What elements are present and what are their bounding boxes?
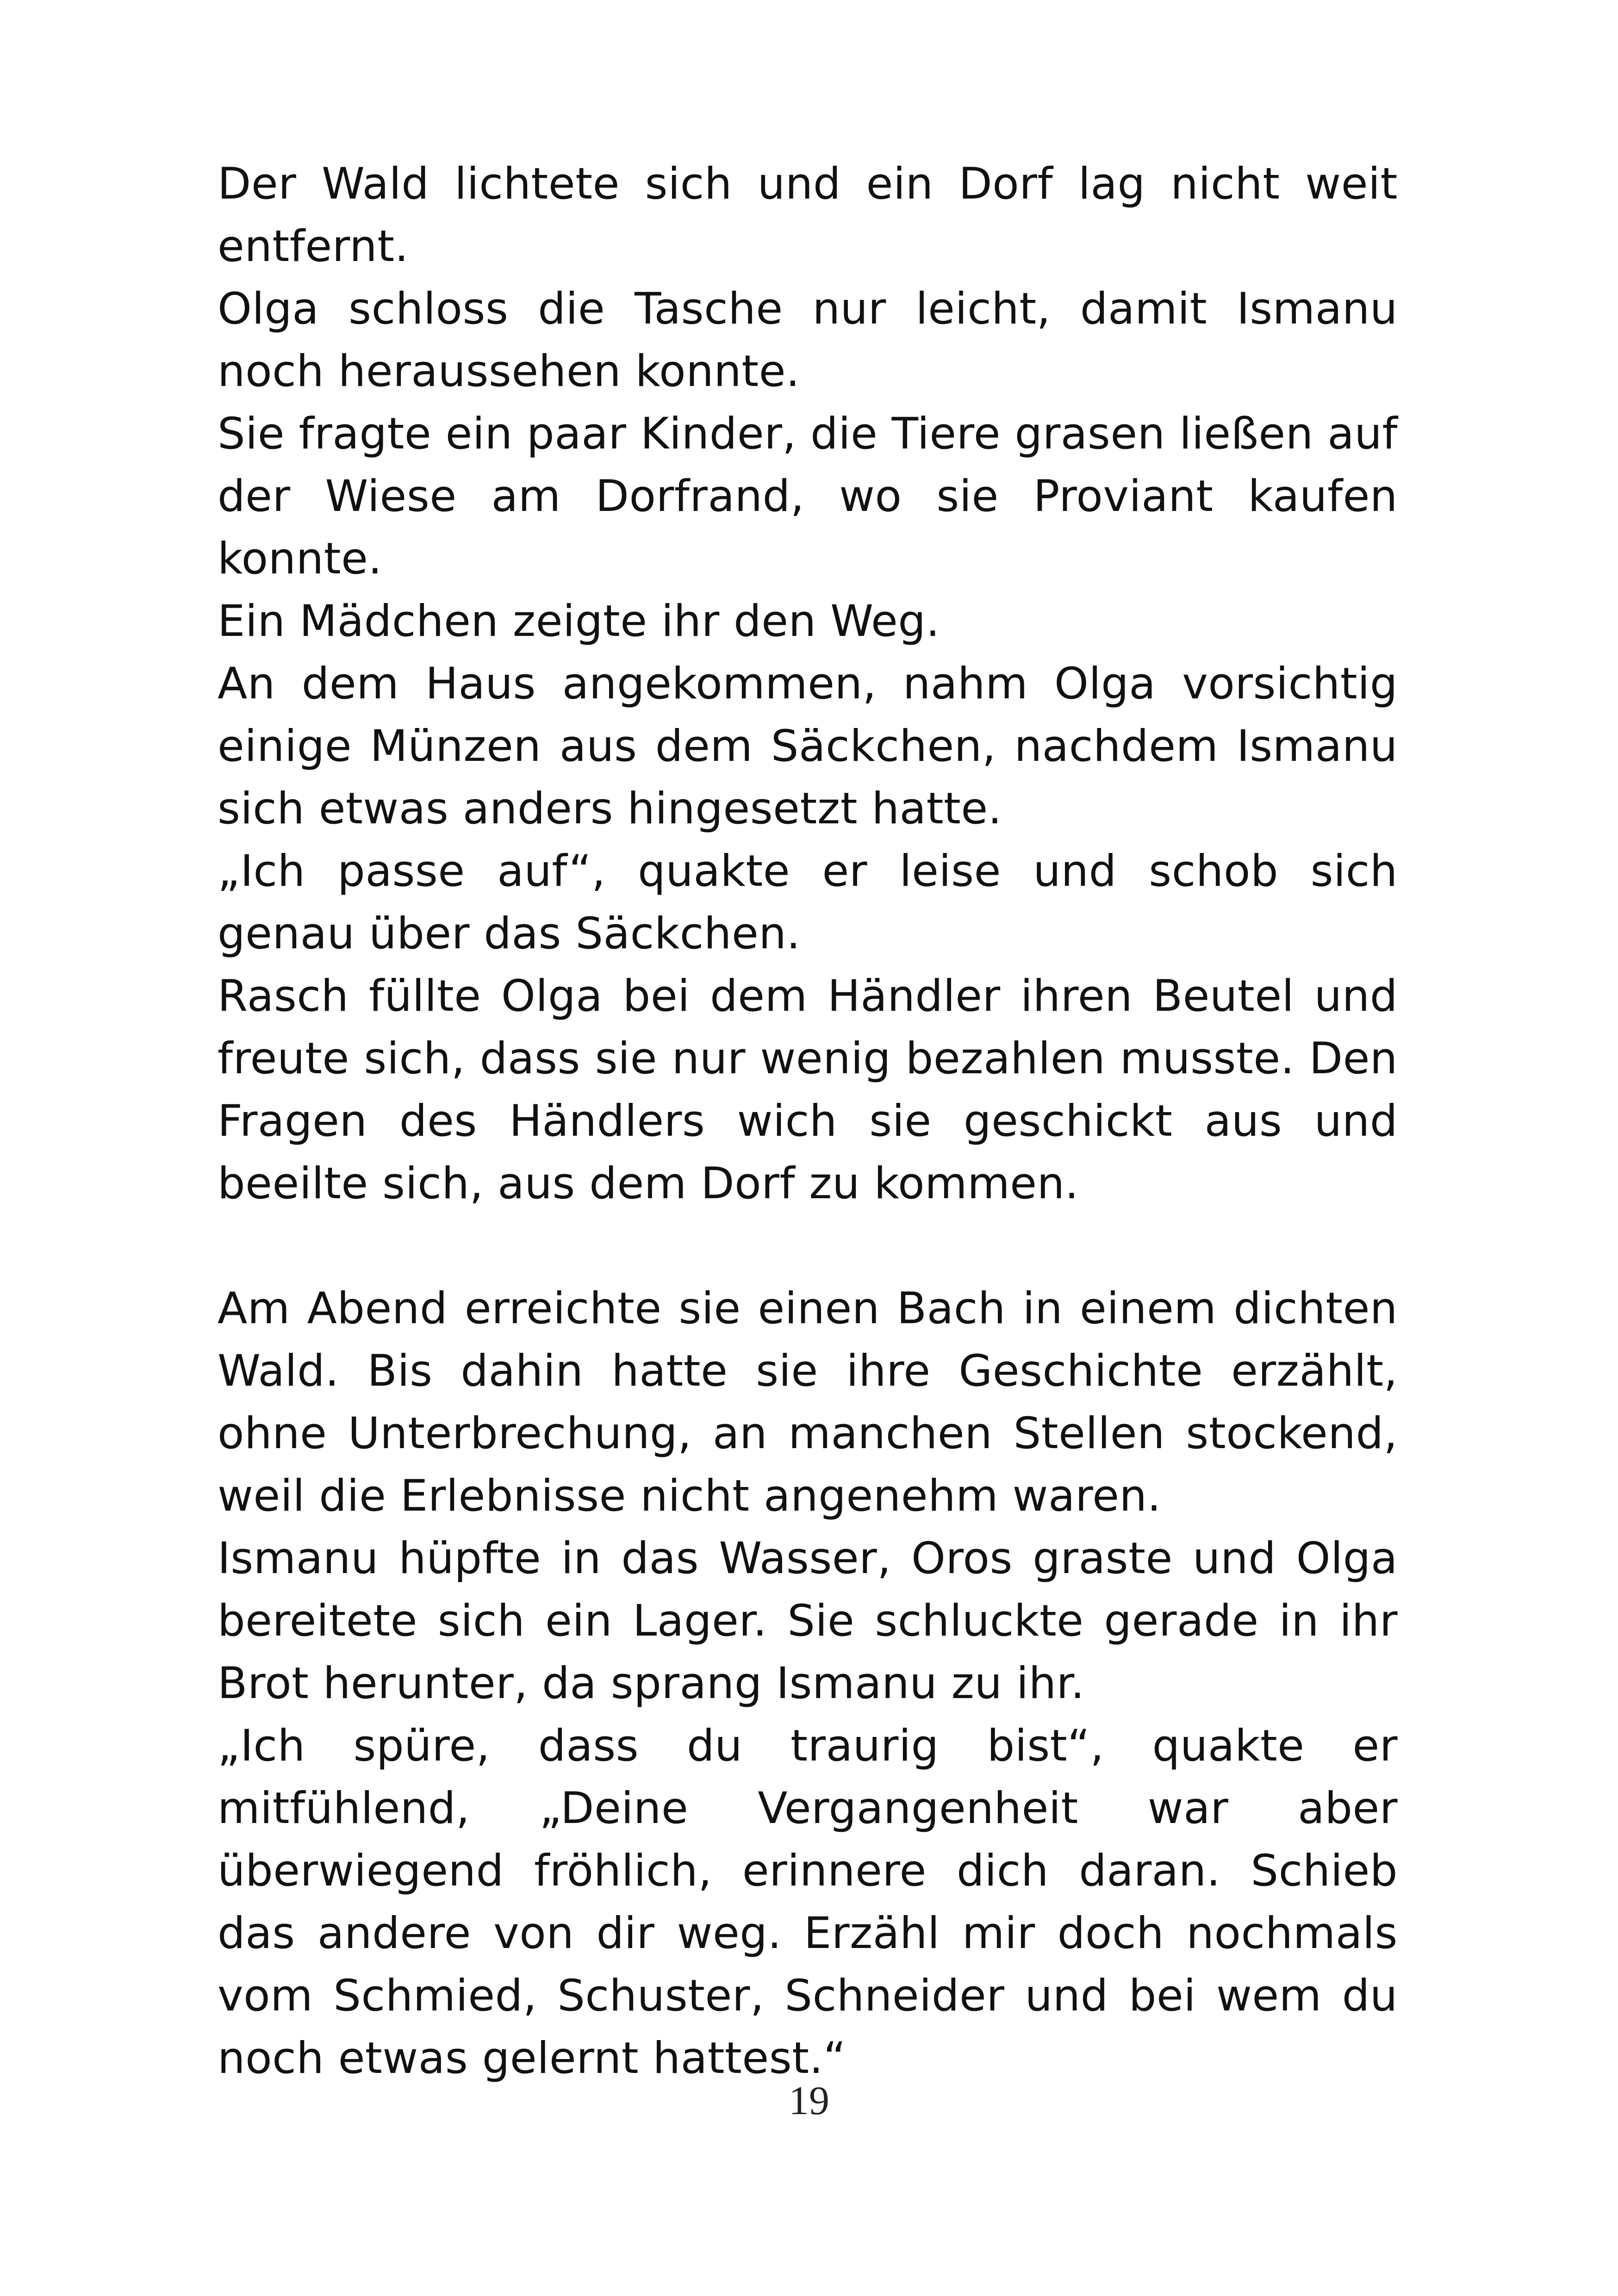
body-text — [218, 153, 1398, 2090]
page-number: 19 — [789, 2078, 829, 2123]
section-break — [218, 1215, 1398, 1277]
paragraph: Ismanu hüpfte in das Wasser, Oros graste und Olga bereitete sich ein Lager. Sie schluckte gerade in ihr Brot herunter, da sprang Ismanu zu ihr. — [218, 1533, 1398, 1709]
paragraph: Sie fragte ein paar Kinder, die Tiere grasen ließen auf der Wiese am Dorfrand, wo sie Proviant kaufen konnte. — [218, 409, 1398, 584]
paragraph: An dem Haus angekommen, nahm Olga vorsichtig einige Münzen aus dem Säckchen, nachdem Ismanu sich etwas anders hingesetzt hatte. — [218, 659, 1398, 834]
paragraph: „Ich passe auf“, quakte er leise und schob sich genau über das Säckchen. — [218, 846, 1398, 959]
paragraph: Der Wald lichtete sich und ein Dorf lag nicht weit entfernt. — [218, 159, 1398, 272]
paragraph: Rasch füllte Olga bei dem Händler ihren Beutel und freute sich, dass sie nur wenig bezahlen musste. Den Fragen des Händlers wich sie geschickt aus und beeilte sich, aus dem Dorf zu kommen. — [218, 971, 1398, 1209]
paragraph: „Ich spüre, dass du traurig bist“, quakte er mitfühlend, „Deine Vergangenheit war aber überwiegend fröhlich, erinnere dich daran. Schieb das andere von dir weg. Erzähl mir doch nochmals vom Schmied, Schuster, Schneider und bei wem du noch etwas gelernt hattest.“ — [218, 1721, 1398, 2084]
paragraph: Ein Mädchen zeigte ihr den Weg. — [218, 596, 940, 647]
paragraph: Olga schloss die Tasche nur leicht, damit Ismanu noch heraussehen konnte. — [218, 284, 1398, 397]
paragraph: Am Abend erreichte sie einen Bach in einem dichten Wald. Bis dahin hatte sie ihre Geschichte erzählt, ohne Unterbrechung, an manchen Stellen stockend, weil die Erlebnisse nicht angenehm waren. — [218, 1283, 1398, 1521]
